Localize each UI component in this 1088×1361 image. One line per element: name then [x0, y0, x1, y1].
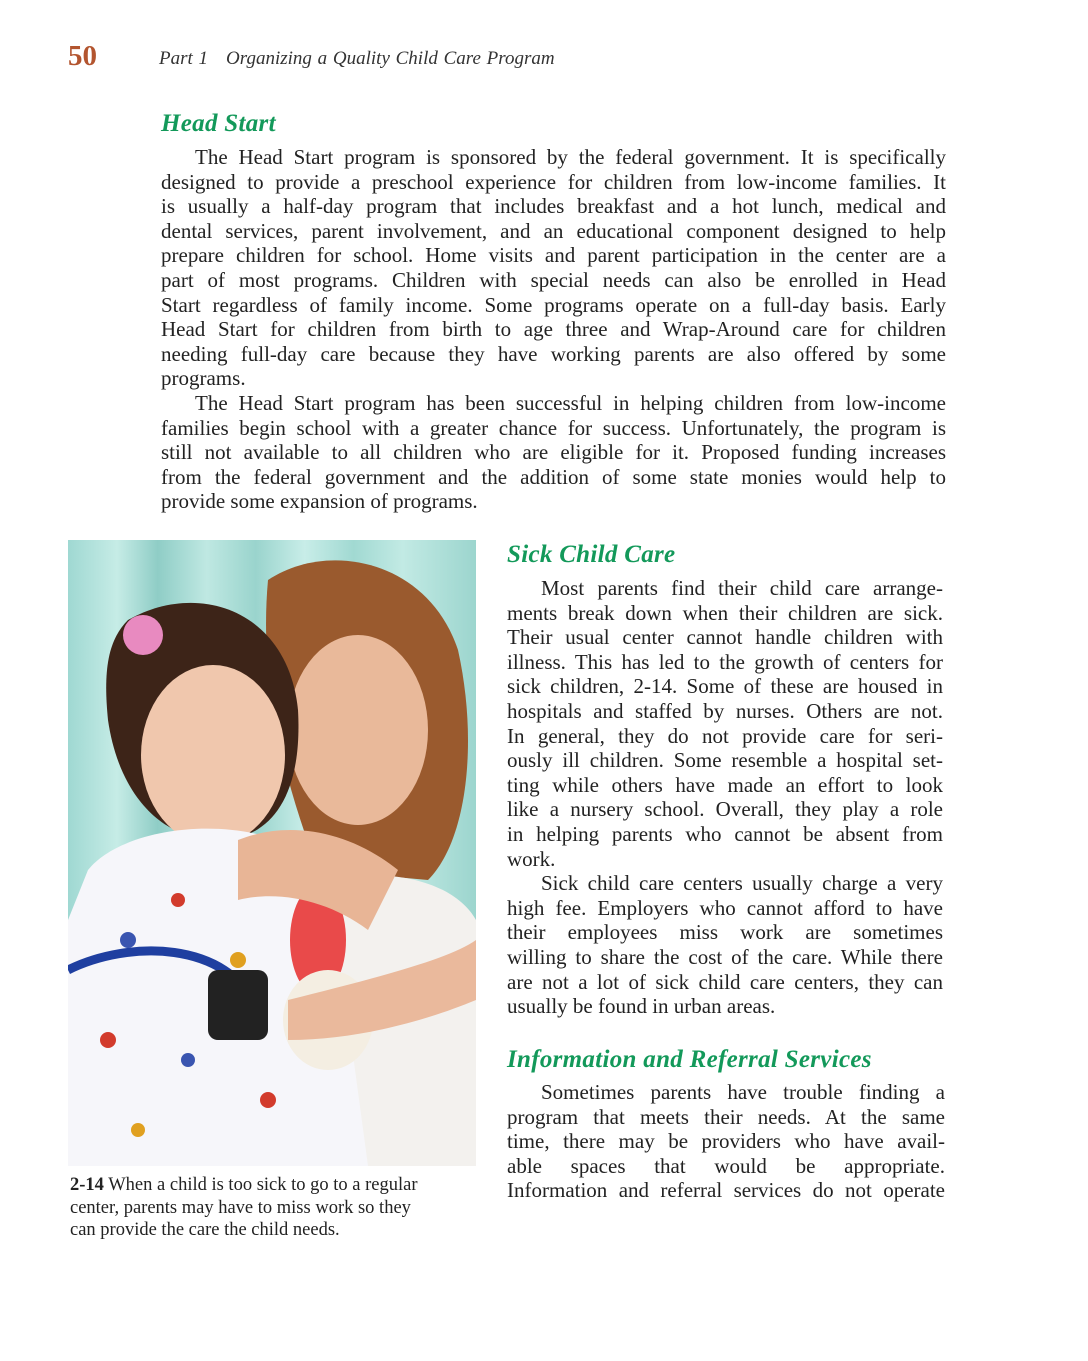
heading-information-referral: Information and Referral Services — [507, 1046, 872, 1073]
caption-line: can provide the care the child needs. — [70, 1220, 340, 1241]
figure-caption — [70, 1174, 470, 1242]
text-line: from the federal government and the addition of some state monies would help to — [161, 464, 946, 489]
text-line: families begin school with a greater chance for success. Unfortunately, the program is — [161, 415, 946, 440]
text-line: needing full-day care because they have working parents are also offered by some — [161, 341, 946, 366]
page-number: 50 — [68, 40, 97, 72]
photo-illustration — [68, 540, 476, 1166]
text-line: dental services, parent involvement, and an educational component designed to help — [161, 218, 946, 243]
text-line: Information and referral services do not operate — [507, 1178, 945, 1203]
text-line: usually be found in urban areas. — [507, 994, 776, 1019]
text-line: In general, they do not provide care for seri- — [507, 723, 943, 748]
text-line: The Head Start program has been successful in helping children from low-income — [195, 390, 946, 415]
chapter-title: Organizing a Quality Child Care Program — [226, 48, 555, 69]
text-line: Their usual center cannot handle children with — [507, 625, 943, 650]
text-line: in helping parents who cannot be absent from — [507, 821, 943, 846]
text-line: are not a lot of sick child care centers, they can — [507, 969, 943, 994]
text-line: prepare children for school. Home visits and parent participation in the center are a — [161, 243, 946, 268]
text-line: like a nursery school. Overall, they play a role — [507, 797, 943, 822]
caption-line: center, parents may have to miss work so they — [70, 1197, 411, 1218]
text-line: The Head Start program is sponsored by the federal government. It is specifically — [195, 145, 946, 169]
text-line: high fee. Employers who cannot afford to have — [507, 895, 943, 920]
text-line: illness. This has led to the growth of centers for — [507, 649, 943, 674]
text-line: work. — [507, 846, 556, 871]
text-line: ments break down when their children are sick. — [507, 600, 943, 625]
text-line: Head Start for children from birth to age three and Wrap-Around care for children — [161, 317, 946, 342]
text-line: part of most programs. Children with special needs can also be enrolled in Head — [161, 267, 946, 292]
text-line: time, there may be providers who have avail- — [507, 1129, 945, 1154]
heading-head-start: Head Start — [161, 110, 276, 137]
text-line: ting while others have made an effort to look — [507, 772, 943, 797]
sick-child-care-body — [507, 576, 943, 1019]
text-line: their employees miss work are sometimes — [507, 920, 943, 945]
text-line: ously ill children. Some resemble a hospital set- — [507, 748, 943, 773]
figure-number: 2-14 — [70, 1175, 104, 1195]
text-line: programs. — [161, 366, 246, 391]
text-line: Most parents find their child care arrange- — [541, 576, 943, 600]
running-header — [159, 48, 555, 70]
text-line: Start regardless of family income. Some programs operate on a full-day basis. Early — [161, 292, 946, 317]
text-line: still not available to all children who are eligible for it. Proposed funding increases — [161, 440, 946, 465]
text-line: Sick child care centers usually charge a very — [541, 871, 943, 896]
head-start-body — [161, 145, 946, 514]
text-line: designed to provide a preschool experience for children from low-income families. It — [161, 169, 946, 194]
text-line: able spaces that would be appropriate. — [507, 1153, 945, 1178]
caption-line: When a child is too sick to go to a regular — [108, 1175, 418, 1195]
text-line: Sometimes parents have trouble finding a — [541, 1080, 945, 1104]
heading-sick-child-care: Sick Child Care — [507, 541, 676, 568]
text-line: hospitals and staffed by nurses. Others are not. — [507, 698, 943, 723]
text-line: willing to share the cost of the care. While there — [507, 944, 943, 969]
part-label: Part 1 — [159, 48, 209, 69]
text-line: is usually a half-day program that includes breakfast and a hot lunch, medical and — [161, 194, 946, 219]
text-line: provide some expansion of programs. — [161, 489, 478, 514]
figure-photo-sick-child — [68, 540, 476, 1166]
information-referral-body — [507, 1080, 945, 1203]
text-line: sick children, 2-14. Some of these are housed in — [507, 674, 943, 699]
text-line: program that meets their needs. At the same — [507, 1104, 945, 1129]
